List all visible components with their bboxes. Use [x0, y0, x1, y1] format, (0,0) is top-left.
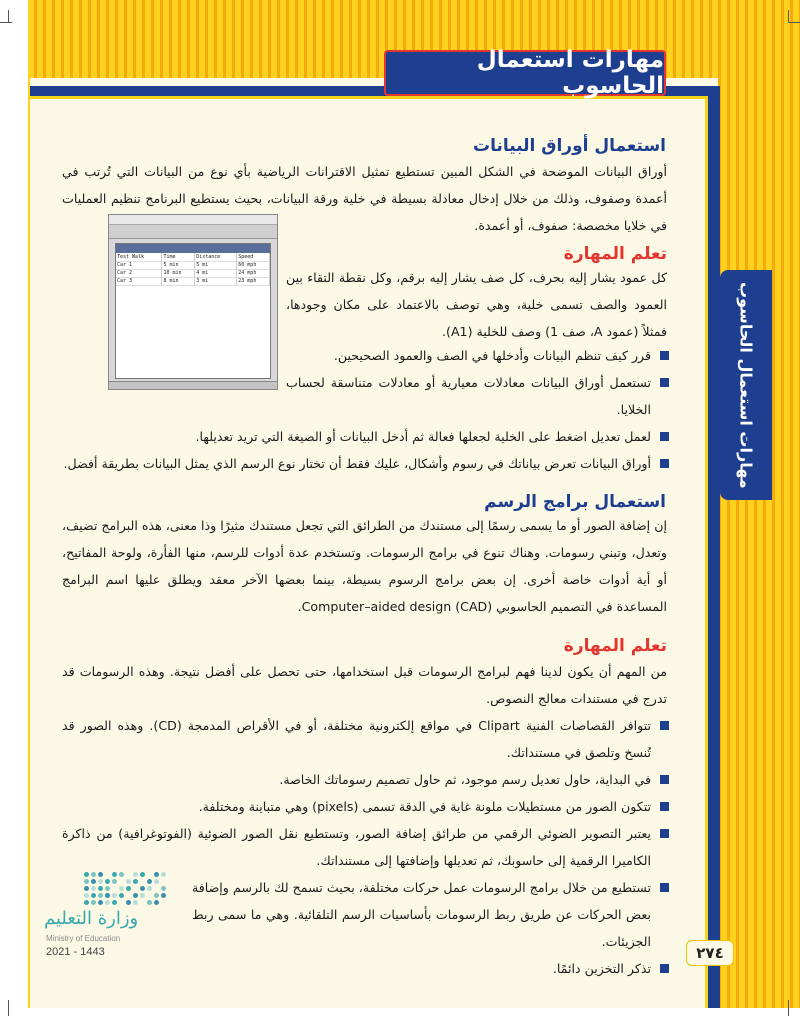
list-item: لعمل تعديل اضغط على الخلية لجعلها فعالة ثم أدخل البيانات أو الصيغة التي تريد تعديلها. — [62, 423, 671, 450]
side-tab-label: مهارات استعمال الحاسوب — [736, 281, 756, 489]
section1-heading: استعمال أوراق البيانات — [473, 136, 666, 156]
table-cell: 5 mi — [195, 261, 237, 269]
logo-dot — [91, 879, 96, 884]
section1-learn-heading: تعلم المهارة — [563, 244, 667, 264]
logo-dot — [140, 872, 145, 877]
logo-dot — [154, 893, 159, 898]
table-cell: 5 min — [162, 261, 195, 269]
list-item: تذكر التخزين دائمًا. — [192, 955, 671, 982]
table-cell: Distance — [195, 253, 237, 261]
table-cell: Time — [162, 253, 195, 261]
crop-mark — [788, 1000, 789, 1016]
table-cell: Car 2 — [116, 269, 162, 277]
table-cell: Test Walk — [116, 253, 162, 261]
spreadsheet-status-bar — [109, 381, 277, 389]
logo-dot — [112, 879, 117, 884]
logo-dot — [147, 900, 152, 905]
logo-dot — [112, 900, 117, 905]
spreadsheet-table — [116, 253, 270, 286]
table-header-row — [116, 253, 270, 261]
list-item: تستعمل أوراق البيانات معادلات معيارية أو معادلات متناسقة لحساب الخلايا. — [286, 369, 671, 423]
chapter-title-banner — [384, 47, 666, 99]
spreadsheet-screenshot — [108, 214, 278, 390]
spreadsheet-toolbar — [109, 225, 277, 239]
logo-dot — [126, 900, 131, 905]
page-number: ٢٧٤ — [686, 940, 734, 966]
logo-dot — [98, 879, 103, 884]
logo-dot — [105, 879, 110, 884]
logo-dot — [147, 879, 152, 884]
section2-heading: استعمال برامج الرسم — [484, 492, 666, 512]
crop-mark — [8, 1000, 9, 1016]
side-tab — [720, 270, 772, 500]
table-cell: Speed — [237, 253, 270, 261]
logo-dot — [140, 886, 145, 891]
logo-dot — [91, 886, 96, 891]
logo-dot — [119, 893, 124, 898]
logo-dot — [98, 872, 103, 877]
logo-dot — [84, 879, 89, 884]
list-item: يعتبر التصوير الضوئي الرقمي من طرائق إضافة الصور، وتستطيع نقل الصور الضوئية (الفوتوغرافية) من ذاكرة الكاميرا الرقمية إلى حاسوبك، ثم تعديلها وإضافتها إلى مستنداتك. — [62, 820, 671, 874]
ministry-logo — [44, 870, 184, 960]
logo-dot — [98, 886, 103, 891]
table-cell: 10 min — [162, 269, 195, 277]
logo-dot — [84, 900, 89, 905]
logo-dot — [161, 893, 166, 898]
list-item: أوراق البيانات تعرض بياناتك في رسوم وأشكال، عليك فقط أن تختار نوع الرسم الذي يمثل البيانات بطريقة أفضل. — [62, 450, 671, 477]
table-cell: Car 3 — [116, 277, 162, 285]
logo-dot — [133, 879, 138, 884]
crop-mark — [0, 22, 12, 23]
logo-dot — [105, 886, 110, 891]
crop-mark — [8, 10, 9, 22]
logo-dot — [84, 886, 89, 891]
crop-mark — [788, 10, 789, 22]
logo-dots-icon — [84, 870, 174, 910]
logo-dot — [112, 872, 117, 877]
spreadsheet-menubar — [109, 215, 277, 225]
section1-intro: أوراق البيانات الموضحة في الشكل المبين تستطيع تمثيل الاقترانات الرياضية بأي نوع من البيانات التي تُرتب في أعمدة وصفوف، وذلك من خلال إدخال معادلة بسيطة في خلية ورقة البيانات، بحيث يستطيع البرنامج تنظيم العمليات في خلايا مخصصة: صفوف، أو أعمدة. — [62, 164, 667, 233]
section1-learn-text: كل عمود يشار إليه بحرف، كل صف يشار إليه برقم، وكل نقطة التقاء بين العمود والصف تسمى خلية، وهي توصف بالاعتماد على مكان وجودها، فمثلاً (عمود A، صف 1) وصف للخلية (A1). — [286, 270, 667, 339]
logo-dot — [126, 886, 131, 891]
logo-dot — [112, 893, 117, 898]
table-cell: 23 mph — [237, 277, 270, 285]
list-item: تتوافر القصاصات الفنية Clipart في مواقع إلكترونية مختلفة، أو في الأقراص المدمجة (CD). وهذه الصور قد تُنسخ وتلصق في مستنداتك. — [62, 712, 671, 766]
logo-dot — [84, 893, 89, 898]
section2-learn-text: من المهم أن يكون لدينا فهم لبرامج الرسومات قبل استخدامها، حتى تحصل على أفضل نتيجة. وهذه الرسومات قد تدرج في مستندات معالج النصوص. — [62, 664, 667, 706]
spreadsheet-grid — [115, 243, 271, 379]
logo-dot — [91, 900, 96, 905]
logo-dot — [98, 900, 103, 905]
logo-dot — [84, 872, 89, 877]
section2-intro: إن إضافة الصور أو ما يسمى رسمًا إلى مستندك من الطرائق التي تجعل مستندك مثيرًا وذا معنى، هذه البرامج تضيف، وتعدل، وتبني رسومات. وهناك تنوع في برامج الرسومات. وتستخدم عدة أدوات للرسم، منها الفأرة، ولوحة المفاتيح، أو أية أدوات خاصة أخرى. إن بعض برامج الرسوم بسيطة، بينما بعضها الآخر معقد ويطلق عليها اسم البرامج المساعدة في التصميم الحاسوبي Computer–aided design (CAD). — [62, 518, 667, 614]
logo-dot — [105, 900, 110, 905]
logo-dot — [119, 886, 124, 891]
logo-dot — [126, 879, 131, 884]
logo-year: 2021 - 1443 — [46, 946, 105, 958]
logo-dot — [133, 893, 138, 898]
logo-dot — [147, 886, 152, 891]
chapter-title: مهارات استعمال الحاسوب — [476, 47, 664, 99]
list-item: تستطيع من خلال برامج الرسومات عمل حركات مختلفة، بحيث تسمح لك بالرسم وإضافة بعض الحركات عن طريق ربط الرسومات بأساسيات الرسم التلقائية. وهي ما سمى ربط الجزيئات. — [192, 874, 671, 955]
table-cell: Car 1 — [116, 261, 162, 269]
logo-dot — [133, 900, 138, 905]
crop-mark — [788, 22, 800, 23]
logo-dot — [154, 900, 159, 905]
panel-right-border — [708, 86, 720, 1008]
logo-dot — [161, 872, 166, 877]
section2-learn-heading: تعلم المهارة — [563, 636, 667, 656]
table-row — [116, 277, 270, 285]
logo-dot — [154, 879, 159, 884]
table-row — [116, 261, 270, 269]
list-item: تتكون الصور من مستطيلات ملونة غاية في الدقة تسمى (pixels) وهي متباينة ومختلفة. — [62, 793, 671, 820]
logo-dot — [105, 893, 110, 898]
logo-dot — [133, 872, 138, 877]
table-row — [116, 269, 270, 277]
logo-arabic-text: وزارة التعليم — [44, 908, 139, 929]
logo-dot — [91, 893, 96, 898]
logo-dot — [154, 872, 159, 877]
logo-dot — [98, 893, 103, 898]
spreadsheet-title-bar — [116, 244, 270, 253]
table-cell: 3 mi — [195, 277, 237, 285]
table-cell: 8 min — [162, 277, 195, 285]
list-item: قرر كيف تنظم البيانات وأدخلها في الصف والعمود الصحيحين. — [286, 342, 671, 369]
logo-dot — [161, 886, 166, 891]
logo-dot — [119, 872, 124, 877]
logo-dot — [140, 893, 145, 898]
list-item: في البداية، حاول تعديل رسم موجود، ثم حاول تصميم رسوماتك الخاصة. — [62, 766, 671, 793]
panel-right-accent-line — [705, 96, 708, 1008]
table-cell: 4 mi — [195, 269, 237, 277]
logo-dot — [91, 872, 96, 877]
table-cell: 24 mph — [237, 269, 270, 277]
logo-english-text: Ministry of Education — [46, 934, 121, 943]
table-cell: 60 mph — [237, 261, 270, 269]
